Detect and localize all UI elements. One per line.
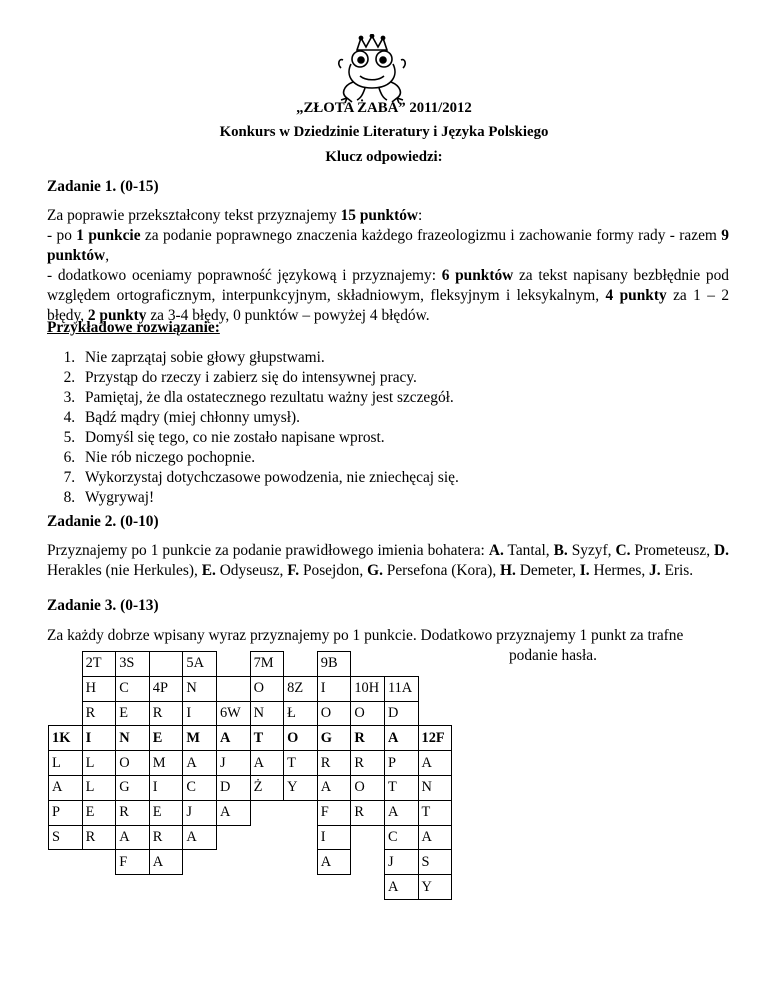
crossword-cell: [284, 825, 318, 850]
crossword-cell: 1K: [49, 726, 83, 751]
crossword-cell: C: [183, 775, 217, 800]
crossword-cell: [216, 676, 250, 701]
crossword-cell: [216, 825, 250, 850]
crossword-cell: T: [418, 800, 452, 825]
crossword-cell: L: [82, 751, 116, 776]
crossword-cell: 6W: [216, 701, 250, 726]
crossword-cell: C: [116, 676, 150, 701]
crossword-cell: [250, 800, 284, 825]
crossword-cell: A: [317, 850, 351, 875]
crossword-cell: 8Z: [284, 676, 318, 701]
crossword-cell: R: [82, 825, 116, 850]
frog-with-crown-icon: [333, 34, 411, 104]
crossword-cell: S: [418, 850, 452, 875]
task1-line3: - dodatkowo oceniamy poprawność językową i przyznajemy: 6 punktów za tekst napisany bezbłędnie pod względem ortograficznym, interpunkcyjnym, składniowym, fleksyjnym i leksykalnym, 4 punkty za 1 – 2 błędy, 2 punkty za 3-4 błędy, 0 punktów – powyżej 4 błędów.: [47, 267, 730, 324]
crossword-cell: [384, 652, 418, 677]
task1-scoring: [47, 206, 729, 326]
crossword-cell: [250, 850, 284, 875]
list-item: 8. Wygrywaj!: [79, 488, 729, 508]
crossword-cell: [82, 850, 116, 875]
answer-key-title: Klucz odpowiedzi:: [325, 149, 443, 165]
list-item: 7. Wykorzystaj dotychczasowe powodzenia, nie zniechęcaj się.: [79, 468, 729, 488]
example-solution-heading: Przykładowe rozwiązanie:: [47, 319, 220, 336]
crossword-cell: 2T: [82, 652, 116, 677]
crossword-cell: A: [418, 825, 452, 850]
crossword-cell: 3S: [116, 652, 150, 677]
crossword-cell: D: [384, 701, 418, 726]
document-subtitle: Konkurs w Dziedzinie Literatury i Języka Polskiego: [219, 124, 549, 140]
task3-instructions: Za każdy dobrze wpisany wyraz przyznajemy po 1 punkcie. Dodatkowo przyznajemy 1 punkt za trafne podanie hasła.: [47, 627, 684, 664]
crossword-cell: I: [317, 676, 351, 701]
crossword-cell: E: [116, 701, 150, 726]
crossword-cell: O: [284, 726, 318, 751]
crossword-cell: R: [317, 751, 351, 776]
crossword-row: [49, 775, 452, 800]
crossword-cell: S: [49, 825, 83, 850]
crossword-row: [49, 676, 452, 701]
crossword-row: [49, 726, 452, 751]
crossword-cell: L: [82, 775, 116, 800]
crossword-cell: [49, 875, 83, 900]
crossword-cell: N: [250, 701, 284, 726]
crossword-cell: A: [418, 751, 452, 776]
crossword-cell: O: [250, 676, 284, 701]
crossword-cell: [284, 652, 318, 677]
crossword-cell: [82, 875, 116, 900]
crossword-cell: N: [116, 726, 150, 751]
crossword-cell: M: [149, 751, 183, 776]
crossword-cell: Y: [284, 775, 318, 800]
crossword-cell: I: [317, 825, 351, 850]
crossword-cell: [351, 875, 385, 900]
crossword-cell: R: [351, 751, 385, 776]
crossword-cell: J: [216, 751, 250, 776]
crossword-cell: P: [384, 751, 418, 776]
crossword-cell: R: [149, 701, 183, 726]
crossword-cell: [418, 652, 452, 677]
crossword-cell: F: [317, 800, 351, 825]
task2-heading: Zadanie 2. (0-10): [47, 513, 159, 530]
crossword-cell: A: [216, 726, 250, 751]
crossword-cell: [284, 875, 318, 900]
crossword-cell: [418, 676, 452, 701]
crossword-row: [49, 800, 452, 825]
crossword-cell: Ł: [284, 701, 318, 726]
crossword-cell: [49, 850, 83, 875]
crossword-cell: 7M: [250, 652, 284, 677]
task1-heading: Zadanie 1. (0-15): [47, 178, 159, 195]
example-solution-list: [47, 348, 729, 508]
crossword-cell: [183, 875, 217, 900]
crossword-cell: [216, 652, 250, 677]
task3-heading: Zadanie 3. (0-13): [47, 597, 159, 614]
crossword-cell: [284, 850, 318, 875]
crossword-cell: O: [116, 751, 150, 776]
crossword-cell: [49, 701, 83, 726]
crossword-cell: 9B: [317, 652, 351, 677]
crossword-cell: [418, 701, 452, 726]
crossword-cell: L: [49, 751, 83, 776]
list-item: 5. Domyśl się tego, co nie zostało napisane wprost.: [79, 428, 729, 448]
crossword-cell: I: [82, 726, 116, 751]
crossword-cell: M: [183, 726, 217, 751]
task1-line1: Za poprawie przekształcony tekst przyznajemy 15 punktów:: [47, 207, 423, 224]
crossword-cell: [149, 652, 183, 677]
list-item: 6. Nie rób niczego pochopnie.: [79, 448, 729, 468]
crossword-cell: A: [384, 875, 418, 900]
crossword-cell: E: [149, 726, 183, 751]
crossword-cell: 5A: [183, 652, 217, 677]
crossword-cell: I: [183, 701, 217, 726]
crossword-cell: A: [384, 800, 418, 825]
list-item: 1. Nie zaprzątaj sobie głowy głupstwami.: [79, 348, 729, 368]
crossword-cell: T: [384, 775, 418, 800]
crossword-cell: D: [216, 775, 250, 800]
crossword-cell: A: [250, 751, 284, 776]
list-item: 2. Przystąp do rzeczy i zabierz się do intensywnej pracy.: [79, 368, 729, 388]
crossword-cell: [284, 800, 318, 825]
crossword-cell: P: [49, 800, 83, 825]
crossword-cell: C: [384, 825, 418, 850]
crossword-cell: [216, 875, 250, 900]
crossword-cell: [116, 875, 150, 900]
crossword-cell: [351, 825, 385, 850]
list-item: 4. Bądź mądry (miej chłonny umysł).: [79, 408, 729, 428]
crossword-cell: [49, 676, 83, 701]
crossword-cell: 11A: [384, 676, 418, 701]
crossword-cell: I: [149, 775, 183, 800]
crossword-cell: A: [317, 775, 351, 800]
list-item: 3. Pamiętaj, że dla ostatecznego rezultatu ważny jest szczegół.: [79, 388, 729, 408]
crossword-row: [49, 652, 452, 677]
crossword-cell: N: [183, 676, 217, 701]
document-title: „ZŁOTA ŻABA” 2011/2012: [296, 100, 472, 116]
task2-answers: Przyznajemy po 1 punkcie za podanie prawidłowego imienia bohatera: A. Tantal, B. Syzyf, C. Prometeusz, D. Herakles (nie Herkules), E. Odyseusz, F. Posejdon, G. Persefona (Kora), H. Demeter, I. Hermes, J. Eris.: [47, 542, 730, 579]
crossword-cell: R: [82, 701, 116, 726]
crossword-cell: J: [384, 850, 418, 875]
crossword-cell: [49, 652, 83, 677]
crossword-cell: A: [216, 800, 250, 825]
crossword-cell: A: [183, 751, 217, 776]
crossword-cell: [317, 875, 351, 900]
crossword-cell: A: [116, 825, 150, 850]
crossword-cell: E: [149, 800, 183, 825]
crossword-cell: [351, 652, 385, 677]
crossword-cell: O: [351, 775, 385, 800]
crossword-cell: Ż: [250, 775, 284, 800]
task1-line2: - po 1 punkcie za podanie poprawnego znaczenia każdego frazeologizmu i zachowanie formy rady - razem 9 punktów,: [47, 227, 729, 264]
crossword-cell: [250, 825, 284, 850]
crossword-row: [49, 850, 452, 875]
crossword-row: [49, 875, 452, 900]
crossword-cell: T: [284, 751, 318, 776]
crossword-cell: [183, 850, 217, 875]
crossword-cell: O: [317, 701, 351, 726]
crossword-cell: A: [149, 850, 183, 875]
crossword-cell: A: [49, 775, 83, 800]
crossword-cell: G: [116, 775, 150, 800]
crossword-cell: G: [317, 726, 351, 751]
crossword-cell: R: [351, 800, 385, 825]
crossword-cell: O: [351, 701, 385, 726]
crossword-cell: J: [183, 800, 217, 825]
crossword-grid: [48, 651, 452, 900]
crossword-cell: [149, 875, 183, 900]
crossword-cell: 10H: [351, 676, 385, 701]
crossword-cell: N: [418, 775, 452, 800]
crossword-cell: 4P: [149, 676, 183, 701]
crossword-cell: R: [116, 800, 150, 825]
crossword-cell: [250, 875, 284, 900]
crossword-cell: F: [116, 850, 150, 875]
crossword-cell: H: [82, 676, 116, 701]
crossword-cell: E: [82, 800, 116, 825]
crossword-cell: R: [351, 726, 385, 751]
crossword-cell: Y: [418, 875, 452, 900]
crossword-cell: [351, 850, 385, 875]
crossword-cell: 12F: [418, 726, 452, 751]
crossword-cell: T: [250, 726, 284, 751]
crossword-cell: [216, 850, 250, 875]
crossword-row: [49, 825, 452, 850]
crossword-cell: R: [149, 825, 183, 850]
crossword-cell: A: [384, 726, 418, 751]
crossword-row: [49, 751, 452, 776]
crossword-row: [49, 701, 452, 726]
crossword-cell: A: [183, 825, 217, 850]
